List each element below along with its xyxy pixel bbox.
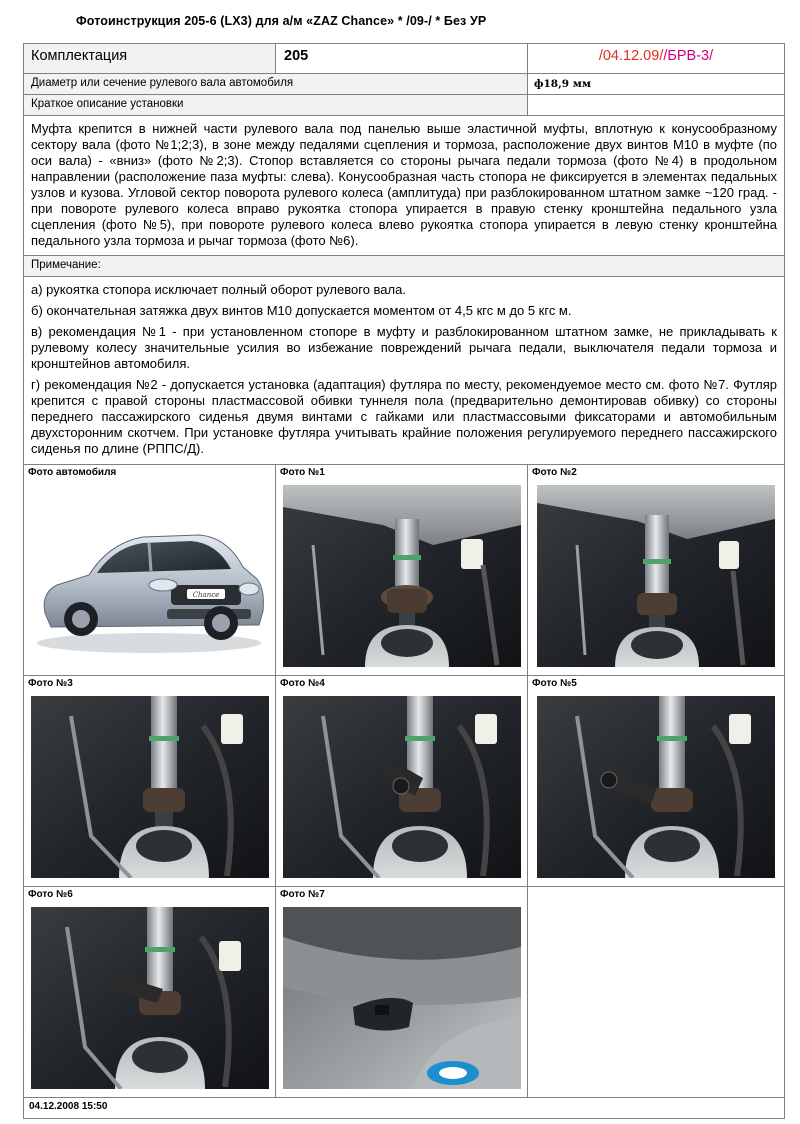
note-d: г) рекомендация №2 - допускается установка (адаптация) футляра по месту, рекомендуемое место см. фото №7. Футляр крепится с правой стороны пластмассовой обивки туннеля пола (предварительно демонтировав обивку) со стороны переднего пассажирского сиденья двумя винтами с гайками или пластмассовыми фиксаторами и автомобильным двухсторонним скотчем. При установке футляра учитывать крайние положения регулируемого переднего пассажирского сиденья по длине (РППС/Д). bbox=[31, 377, 777, 456]
car-badge: Chance bbox=[192, 591, 219, 599]
document-title: Фотоинструкция 205-6 (LX3) для а/м «ZAZ Chance» * /09-/ * Без УР bbox=[76, 14, 487, 28]
photo-cell-6 bbox=[24, 887, 276, 1098]
notes-label: Примечание: bbox=[24, 256, 785, 277]
photo-4 bbox=[283, 696, 521, 878]
date-code-part1: /04.12.09/ bbox=[598, 48, 664, 64]
photo-7 bbox=[283, 907, 521, 1089]
diameter-label: Диаметр или сечение рулевого вала автомобиля bbox=[24, 74, 528, 95]
kit-label: Комплектация bbox=[24, 44, 276, 74]
photo-cell-2 bbox=[528, 465, 785, 676]
photo-6 bbox=[31, 907, 269, 1089]
notes-block bbox=[24, 277, 785, 465]
date-code-part2: /БРВ-3/ bbox=[663, 48, 714, 64]
photo-cell-3 bbox=[24, 676, 276, 887]
photo-label-car: Фото автомобиля bbox=[28, 467, 117, 478]
photo-cell-4 bbox=[276, 676, 528, 887]
note-a: а) рукоятка стопора исключает полный оборот рулевого вала. bbox=[31, 282, 406, 297]
photo-3 bbox=[31, 696, 269, 878]
photo-label-6: Фото №6 bbox=[28, 889, 73, 900]
photo-cell-empty bbox=[528, 887, 785, 1098]
photo-label-5: Фото №5 bbox=[532, 678, 577, 689]
diameter-value: ф18,9 мм bbox=[528, 74, 785, 95]
photo-cell-car bbox=[24, 465, 276, 676]
photo-cell-1 bbox=[276, 465, 528, 676]
photo-label-7: Фото №7 bbox=[280, 889, 325, 900]
note-c: в) рекомендация №1 - при установленном стопоре в муфту и разблокированном штатном замке, не прикладывать к рулевому колесу значительные усилия во избежание повреждений рычага педали, выключателя педали тормоза и кронштейнов автомобиля. bbox=[31, 324, 777, 371]
description-text: Муфта крепится в нижней части рулевого вала под панелью выше эластичной муфты, вплотную к конусообразному сектору вала (фото №1;2;3), в зоне между педалями сцепления и тормоза, расположение двух винтов М10 в муфте (по оси вала) - «вниз» (фото №2;3). Стопор вставляется со стороны рычага педали тормоза (фото №4) в продольном направлении (расположение паза муфты: слева). Конусообразная часть стопора не фиксируется в элементах педальных узлов и кузова. Угловой сектор поворота рулевого колеса (амплитуда) при разблокированном штатном замке ~120 град. - при повороте рулевого колеса вправо рукоятка стопора упирается в правую стенку кронштейна педального узла сцепления (фото №5), при повороте рулевого колеса влево рукоятка стопора упирается в левую стенку кронштейна педального узла тормоза и рычаг тормоза (фото №6). bbox=[24, 116, 785, 256]
photo-2 bbox=[537, 485, 775, 667]
description-label-empty bbox=[528, 95, 785, 116]
photo-5 bbox=[537, 696, 775, 878]
note-b: б) окончательная затяжка двух винтов М10 допускается моментом от 4,5 кгс м до 5 кгс м. bbox=[31, 303, 572, 318]
footer-timestamp: 04.12.2008 15:50 bbox=[24, 1098, 785, 1119]
date-code bbox=[528, 44, 785, 74]
instruction-table bbox=[23, 43, 785, 1119]
description-label: Краткое описание установки bbox=[24, 95, 528, 116]
photo-label-4: Фото №4 bbox=[280, 678, 325, 689]
photo-label-3: Фото №3 bbox=[28, 678, 73, 689]
photo-label-1: Фото №1 bbox=[280, 467, 325, 478]
photo-label-2: Фото №2 bbox=[532, 467, 577, 478]
kit-value: 205 bbox=[276, 44, 528, 74]
photo-cell-7 bbox=[276, 887, 528, 1098]
photo-1 bbox=[283, 485, 521, 667]
car-photo bbox=[31, 493, 269, 663]
photo-cell-5 bbox=[528, 676, 785, 887]
